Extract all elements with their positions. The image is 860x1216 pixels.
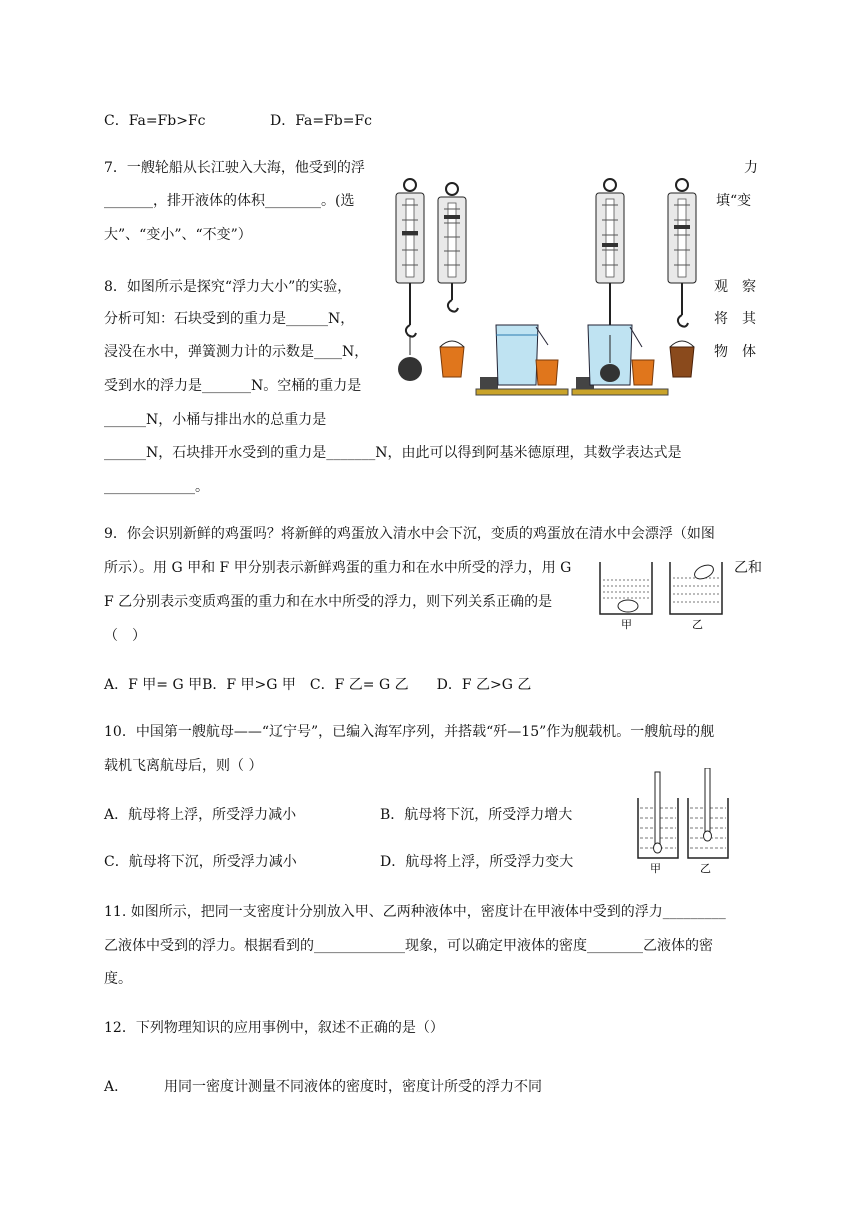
- q11-line2: 乙液体中受到的浮力。根据看到的_____________现象，可以确定甲液体的密度________乙液体的密: [104, 938, 713, 954]
- q7-line1-right: 力: [744, 160, 758, 176]
- empty-bucket-icon: [440, 341, 464, 377]
- q9-line4: （ ）: [104, 628, 146, 644]
- spring-scale-3-icon: [596, 179, 624, 337]
- q7-line2-right: 填“变: [716, 193, 752, 209]
- cylinder-b-label: 乙: [700, 862, 711, 875]
- q8-line2-right: 将 其: [714, 311, 756, 327]
- q8-line3: 浸没在水中，弹簧测力计的示数是____N，: [104, 344, 369, 360]
- q7-line3: 大”、“变小”、“不变”）: [104, 227, 252, 243]
- cylinder-b-icon: [688, 768, 728, 858]
- q8-line4: 受到水的浮力是_______N。空桶的重力是: [104, 378, 362, 394]
- q6-option-d: D．Fa=Fb=Fc: [270, 113, 373, 129]
- q8-line1: 8．如图所示是探究“浮力大小”的实验，: [104, 279, 352, 295]
- q7-line1: 7．一艘轮船从长江驶入大海，他受到的浮: [104, 160, 365, 176]
- q9-line3: F 乙分别表示变质鸡蛋的重力和在水中所受的浮力，则下列关系正确的是: [104, 594, 553, 610]
- cylinder-a-icon: [638, 772, 678, 858]
- q7-line2: _______，排开液体的体积________。(选: [104, 193, 355, 209]
- overflow-cup-2-icon: [572, 325, 668, 395]
- q10-option-d: D．航母将上浮，所受浮力变大: [380, 854, 574, 870]
- q8-line5: ______N，小桶与排出水的总重力是: [104, 412, 327, 428]
- q10-line1: 10．中国第一艘航母——“辽宁号”，已编入海军序列，并搭载“歼—15”作为舰载机。一艘航母的舰: [104, 724, 715, 740]
- stone-icon: [398, 335, 422, 381]
- q8-line1-right: 观 察: [714, 279, 756, 295]
- buoyancy-experiment-figure: [388, 175, 718, 397]
- spring-scale-4-icon: [668, 179, 696, 327]
- spring-scale-1-icon: [396, 179, 424, 337]
- q12-option-a-label: A．: [104, 1079, 129, 1095]
- beaker-b-icon: [670, 562, 722, 614]
- q12-line1: 12．下列物理知识的应用事例中，叙述不正确的是（）: [104, 1020, 444, 1036]
- q9-line2-right: 乙和: [734, 560, 762, 576]
- q9-line2: 所示）。用 G 甲和 F 甲分别表示新鲜鸡蛋的重力和在水中所受的浮力，用 G: [104, 560, 572, 576]
- q8-line2: 分析可知：石块受到的重力是______N，: [104, 311, 355, 327]
- q8-line7: _____________。: [104, 479, 209, 495]
- hydrometer-figure: [634, 768, 742, 876]
- q6-option-c: C．Fa=Fb>Fc: [104, 113, 206, 129]
- q9-options: A．F 甲= G 甲B．F 甲>G 甲 C．F 乙= G 乙 D．F 乙>G 乙: [104, 677, 532, 693]
- q8-line3-right: 物 体: [714, 344, 756, 360]
- q10-option-a: A．航母将上浮，所受浮力减小: [104, 807, 297, 823]
- q11-line3: 度。: [104, 971, 132, 987]
- spring-scale-2-icon: [438, 183, 466, 312]
- q10-option-b: B．航母将下沉，所受浮力增大: [380, 807, 573, 823]
- egg-beakers-figure: [594, 556, 734, 630]
- q10-option-c: C．航母将下沉，所受浮力减小: [104, 854, 297, 870]
- full-bucket-icon: [670, 341, 694, 377]
- q12-option-a-text: 用同一密度计测量不同液体的密度时，密度计所受的浮力不同: [164, 1079, 542, 1095]
- beaker-b-label: 乙: [692, 618, 703, 630]
- q8-line6: ______N，石块排开水受到的重力是_______N，由此可以得到阿基米德原理，其数学表达式是: [104, 445, 682, 461]
- cylinder-a-label: 甲: [650, 862, 661, 875]
- beaker-a-icon: [600, 562, 652, 614]
- q10-line2: 载机飞离航母后，则（ ）: [104, 758, 263, 774]
- overflow-cup-1-icon: [476, 325, 568, 395]
- beaker-a-label: 甲: [621, 618, 632, 630]
- q9-line1: 9．你会识别新鲜的鸡蛋吗？将新鲜的鸡蛋放入清水中会下沉，变质的鸡蛋放在清水中会漂浮（如图: [104, 526, 715, 542]
- q11-line1: 11. 如图所示，把同一支密度计分别放入甲、乙两种液体中，密度计在甲液体中受到的浮力_________: [104, 904, 726, 920]
